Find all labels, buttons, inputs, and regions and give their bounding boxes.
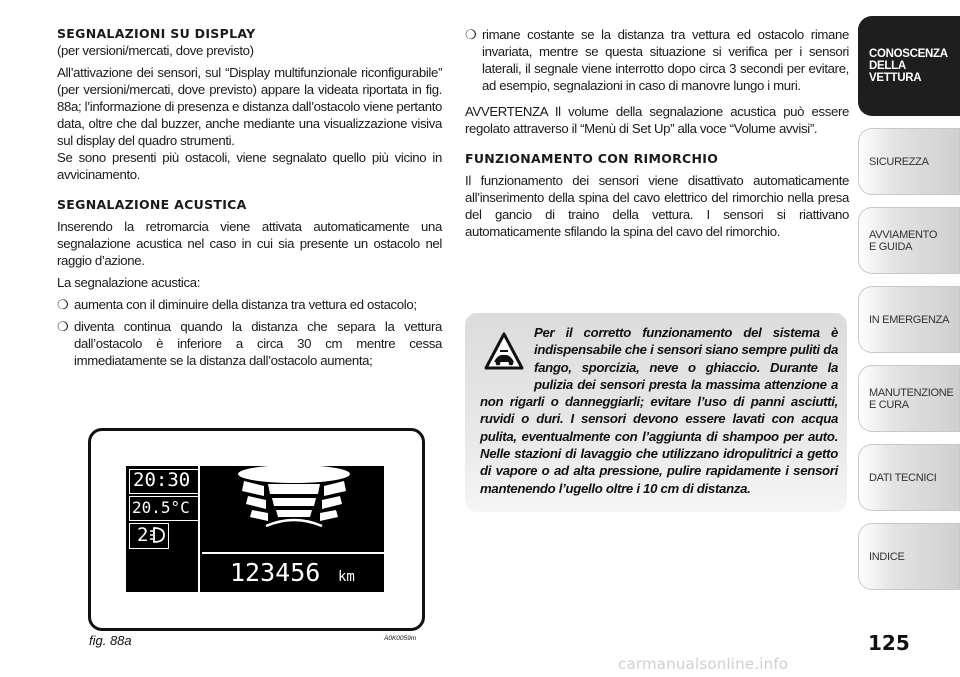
- lcd-odometer: 123456: [230, 558, 321, 587]
- list-item: ❍ aumenta con il diminuire della distanza tra vettura ed ostacolo;: [57, 297, 417, 312]
- paragraph: All’attivazione dei sensori, sul “Display multifunzionale riconfigurabile” (per versioni/mercati, dove previsto) appare la videata riportata in fig. 88a; l’informazione di presenza e distanza dall’ostacolo viene pertanto data, oltre che dal buzzer, anche mediante una visualizzazione visiva sul display del quadro strumenti.: [57, 65, 442, 148]
- tab-in-emergenza[interactable]: IN EMERGENZA: [858, 286, 960, 353]
- left-column: [57, 26, 442, 369]
- paragraph: Inserendo la retromarcia viene attivata automaticamente una segnalazione acustica nel caso in cui sia presente un ostacolo nel raggio d’azione.: [57, 219, 442, 268]
- list-item: ❍ diventa continua quando la distanza che separa la vettura dall’ostacolo è inferiore a circa 30 cm mentre cessa immediatamente se la distanza dall’ostacolo aumenta;: [57, 319, 442, 368]
- lcd-odometer-unit: km: [338, 569, 355, 585]
- tab-avviamento-guida[interactable]: AVVIAMENTO E GUIDA: [858, 207, 960, 274]
- warning-triangle-icon: [480, 324, 528, 376]
- bullet-icon: ❍: [57, 297, 69, 312]
- bullet-icon: ❍: [57, 319, 69, 334]
- lcd-gear: 2: [137, 524, 149, 546]
- parking-sensor-graphic: [206, 466, 381, 546]
- lcd-temperature: 20.5°C: [132, 498, 190, 517]
- heading-segnalazioni-display: SEGNALAZIONI SU DISPLAY: [57, 26, 256, 41]
- bullet-icon: ❍: [465, 27, 477, 42]
- tab-dati-tecnici[interactable]: DATI TECNICI: [858, 444, 960, 511]
- figure-code: A0K0059m: [384, 635, 417, 642]
- list-item: ❍ rimane costante se la distanza tra vettura ed ostacolo rimane invariata, mentre se questa situazione si verifica per i sensori laterali, il segnale viene interrotto dopo circa 3 secondi per evitare, ad esempio, segnalazioni in caso di manovre lungo i muri.: [465, 27, 849, 93]
- lcd-screen: [126, 466, 384, 592]
- figure-label: fig. 88a: [89, 633, 132, 648]
- right-column: [465, 26, 849, 240]
- chapter-tabs: [858, 16, 960, 602]
- tab-indice[interactable]: INDICE: [858, 523, 960, 590]
- warning-box: [465, 313, 847, 512]
- paragraph-avvertenza: AVVERTENZA Il volume della segnalazione acustica può essere regolato attraverso il “Menù di Set Up” alla voce “Volume avvisi”.: [465, 104, 849, 136]
- display-figure: [88, 428, 425, 631]
- tab-manutenzione-cura[interactable]: MANUTENZIONE E CURA: [858, 365, 960, 432]
- page-number: 125: [868, 631, 910, 655]
- warning-text: Per il corretto funzionamento del sistema è indispensabile che i sensori siano sempre puliti da fango, sporcizia, neve o ghiaccio. Durante la pulizia dei sensori presta la massima attenzione a non rigarli o danneggiarli; evitare l’uso di panni asciutti, ruvidi o duri. I sensori devono essere lavati con acqua pulita, eventualmente con l’aggiunta di shampoo per auto. Nelle stazioni di lavaggio che utilizzano idropulitrici a getto di vapore o ad alta pressione, pulire rapidamente i sensori mantenendo l’ugello oltre i 10 cm di distanza.: [480, 325, 838, 496]
- heading-segnalazione-acustica: SEGNALAZIONE ACUSTICA: [57, 197, 247, 212]
- heading-rimorchio: FUNZIONAMENTO CON RIMORCHIO: [465, 151, 719, 166]
- lcd-time: 20:30: [133, 469, 191, 491]
- tab-conoscenza-vettura[interactable]: CONOSCENZA DELLA VETTURA: [858, 16, 960, 116]
- paragraph: Il funzionamento dei sensori viene disattivato automaticamente all’inserimento della spina del cavo elettrico del rimorchio nella presa del gancio di traino della vettura. I sensori si riattivano automaticamente sfilando la spina del cavo del rimorchio.: [465, 173, 849, 239]
- heading-subtitle: (per versioni/mercati, dove previsto): [57, 43, 254, 58]
- headlight-icon: [150, 526, 166, 544]
- paragraph: La segnalazione acustica:: [57, 275, 201, 290]
- watermark: carmanualsonline.info: [618, 655, 789, 673]
- paragraph: Se sono presenti più ostacoli, viene segnalato quello più vicino in avvicinamento.: [57, 150, 442, 182]
- tab-sicurezza[interactable]: SICUREZZA: [858, 128, 960, 195]
